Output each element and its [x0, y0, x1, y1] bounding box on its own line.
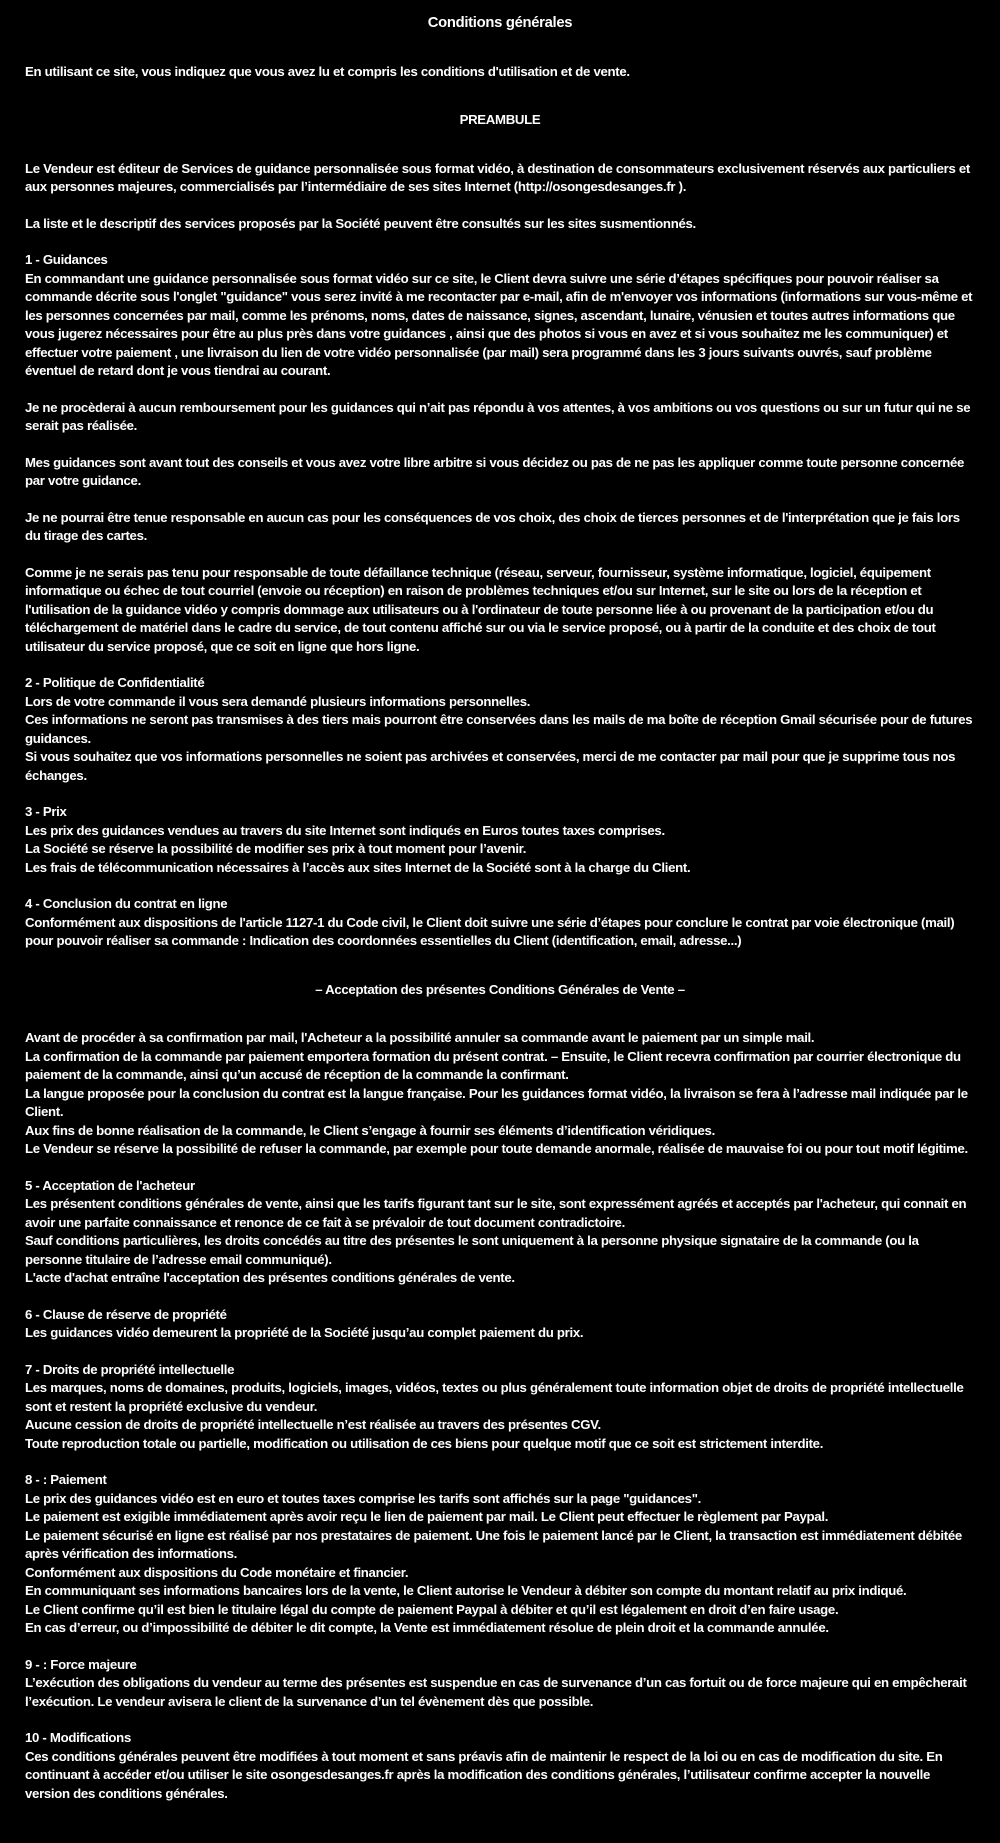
section-4-conclusion-contrat — [25, 895, 975, 951]
paragraph-remboursement — [25, 399, 975, 436]
text-line: Le paiement sécurisé en ligne est réalisé par nos prestataires de paiement. Une fois le paiement lancé par le Client, la transaction est immédiatement débitée après vérification des informations. — [25, 1527, 962, 1561]
text-line: Les présentent conditions générales de vente, ainsi que les tarifs figurant tant sur le site, sont expressément agréés et acceptés par l'acheteur, qui connait en avoir une parfaite connaissance et renonce de ce fait à se prévaloir de tout document contradictoire. — [25, 1196, 967, 1230]
text-line: Ces conditions générales peuvent être modifiées à tout moment et sans préavis afin de maintenir le respect de la loi ou en cas de modification du site. En continuant à accéder et/ou utiliser le site osongesdesanges.fr après la modification des conditions générales, l’utilisateur confirme accepter la nouvelle version des conditions générales. — [25, 1748, 943, 1801]
section-heading: 8 - : Paiement — [25, 1472, 107, 1487]
text-line: Les frais de télécommunication nécessaires à l’accès aux sites Internet de la Société sont à la charge du Client. — [25, 859, 691, 875]
section-1-guidances — [25, 251, 975, 381]
section-heading: 2 - Politique de Confidentialité — [25, 675, 205, 690]
text-line: Conformément aux dispositions du Code monétaire et financier. — [25, 1564, 409, 1580]
preambule-paragraph-2 — [25, 215, 975, 234]
text-line: Les prix des guidances vendues au travers du site Internet sont indiqués en Euros toutes taxes comprises. — [25, 822, 665, 838]
section-10-modifications — [25, 1729, 975, 1803]
section-heading: 10 - Modifications — [25, 1730, 131, 1745]
intro-paragraph — [25, 63, 975, 82]
text-line: Toute reproduction totale ou partielle, modification ou utilisation de ces biens pour quelque motif que ce soit est strictement interdite. — [25, 1435, 824, 1451]
section-heading: 6 - Clause de réserve de propriété — [25, 1306, 227, 1322]
text-line: Conditions générales — [427, 15, 573, 31]
text-line: L'acte d'achat entraîne l'acceptation des présentes conditions générales de vente. — [25, 1270, 515, 1285]
section-5-acceptation-acheteur — [25, 1177, 975, 1288]
section-2-confidentialite — [25, 674, 975, 785]
paragraph-acceptance — [25, 1029, 975, 1159]
text-line: La langue proposée pour la conclusion du contrat est la langue française. Pour les guidances format vidéo, la livraison se fera à l’adresse mail indiquée par le Client. — [25, 1085, 968, 1119]
text-line: Aucune cession de droits de propriété intellectuelle n’est réalisée au travers des présentes CGV. — [25, 1417, 601, 1432]
section-9-force-majeure — [25, 1656, 975, 1712]
paragraph-responsabilite-choix — [25, 509, 975, 546]
text-line: La Société se réserve la possibilité de modifier ses prix à tout moment pour l’avenir. — [25, 841, 527, 856]
text-line: PREAMBULE — [459, 112, 541, 127]
text-line: Lors de votre commande il vous sera demandé plusieurs informations personnelles. — [25, 693, 531, 709]
page-title — [25, 14, 975, 33]
section-heading: 9 - : Force majeure — [25, 1656, 137, 1672]
text-line: Le Vendeur est éditeur de Services de guidance personnalisée sous format vidéo, à destination de consommateurs exclusivement réservés aux particuliers et aux personnes majeures, commercialisés par l’intermédiaire de ses sites Internet (http://osongesdesanges.fr ). — [25, 160, 971, 194]
text-line: La liste et le descriptif des services proposés par la Société peuvent être consultés sur les sites susmentionnés. — [25, 215, 696, 231]
text-line: Le Vendeur se réserve la possibilité de refuser la commande, par exemple pour toute demande anormale, réalisée de mauvaise foi ou pour tout motif légitime. — [25, 1141, 968, 1156]
text-line: En cas d’erreur, ou d’impossibilité de débiter le dit compte, la Vente est immédiatement résolue de plein droit et la commande annulée. — [25, 1620, 829, 1635]
preambule-heading — [25, 111, 975, 130]
text-line: L’exécution des obligations du vendeur au terme des présentes est suspendue en cas de survenance d’un cas fortuit ou de force majeure qui en empêcherait l’exécution. Le vendeur avisera le client de la survenance d’un tel évènement dès que possible. — [25, 1675, 967, 1709]
section-8-paiement — [25, 1471, 975, 1638]
text-line: En utilisant ce site, vous indiquez que vous avez lu et compris les conditions d'utilisation et de vente. — [25, 63, 630, 79]
text-line: En communiquant ses informations bancaires lors de la vente, le Client autorise le Vendeur à débiter son compte du montant relatif au prix indiqué. — [25, 1583, 907, 1598]
text-line: Je ne pourrai être tenue responsable en aucun cas pour les conséquences de vos choix, des choix de tierces personnes et de l'interprétation que je fais lors du tirage des cartes. — [25, 509, 960, 543]
preambule-paragraph-1 — [25, 160, 975, 197]
paragraph-libre-arbitre — [25, 454, 975, 491]
text-line: Mes guidances sont avant tout des conseils et vous avez votre libre arbitre si vous décidez ou pas de ne pas les appliquer comme toute personne concernée par votre guidance. — [25, 454, 965, 488]
section-3-prix — [25, 803, 975, 877]
text-line: Sauf conditions particulières, les droits concédés au titre des présentes le sont uniquement à la personne physique signataire de la commande (ou la personne titulaire de l’adresse email communiqué). — [25, 1233, 919, 1267]
text-line: Je ne procèderai à aucun remboursement pour les guidances qui n’ait pas répondu à vos attentes, à vos ambitions ou vos questions ou sur un futur qui ne se serait pas réalisée. — [25, 399, 971, 433]
text-line: – Acceptation des présentes Conditions Générales de Vente – — [315, 981, 685, 997]
section-heading: 4 - Conclusion du contrat en ligne — [25, 896, 228, 911]
text-line: Ces informations ne seront pas transmises à des tiers mais pourront être conservées dans les mails de ma boîte de réception Gmail sécurisée pour de futures guidances. — [25, 712, 973, 746]
text-line: La confirmation de la commande par paiement emportera formation du présent contrat. – Ensuite, le Client recevra confirmation par courrier électronique du paiement de la commande, ainsi qu’un accusé de réception de la commande la confirmant. — [25, 1048, 961, 1082]
text-line: Avant de procéder à sa confirmation par mail, l'Acheteur a la possibilité annuler sa commande avant le paiement par un simple mail. — [25, 1030, 815, 1045]
text-line: Les marques, noms de domaines, produits, logiciels, images, vidéos, textes ou plus généralement toute information objet de droits de propriété intellectuelle sont et restent la propriété exclusive du vendeur. — [25, 1380, 964, 1414]
acceptance-heading — [25, 981, 975, 1000]
text-line: Le prix des guidances vidéo est en euro et toutes taxes comprise les tarifs sont affichés sur la page "guidances". — [25, 1490, 702, 1506]
text-line: En commandant une guidance personnalisée sous format vidéo sur ce site, le Client devra suivre une série d’étapes spécifiques pour pouvoir réaliser sa commande décrite sous l'onglet "guidance" vous serez invité à me recontacter par e-mail, afin de m'envoyer vos informations (informations sur vous-même et les personnes concernées par mail, comme les prénoms, noms, dates de naissance, signes, ascendant, lunaire, vénusien et toutes autres informations que vous jugerez nécessaires pour être au plus près dans votre guidances , ainsi que des photos si vous en avez et si vous souhaitez me les communiquer) et effectuer votre paiement , une livraison du lien de votre vidéo personnalisée (par mail) sera programmé dans les 3 jours suivants ouvrés, sauf problème éventuel de retard dont je vous tiendrai au courant. — [25, 270, 973, 378]
section-heading: 1 - Guidances — [25, 252, 108, 267]
text-line: Conformément aux dispositions de l'article 1127-1 du Code civil, le Client doit suivre une série d’étapes pour conclure le contrat par voie électronique (mail) pour pouvoir réaliser sa commande : Indication des coordonnées essentielles du Client (identification, email, adresse...) — [25, 914, 955, 948]
text-line: Si vous souhaitez que vos informations personnelles ne soient pas archivées et conservées, merci de me contacter par mail pour que je supprime tous nos échanges. — [25, 749, 956, 783]
paragraph-defaillance-technique — [25, 564, 975, 657]
text-line: Les guidances vidéo demeurent la propriété de la Société jusqu’au complet paiement du prix. — [25, 1325, 584, 1340]
text-line: Le Client confirme qu’il est bien le titulaire légal du compte de paiement Paypal à débiter et qu’il est légalement en droit d’en faire usage. — [25, 1601, 839, 1617]
section-6-reserve-propriete — [25, 1306, 975, 1343]
section-7-propriete-intellectuelle — [25, 1361, 975, 1454]
section-heading: 5 - Acceptation de l'acheteur — [25, 1177, 195, 1193]
text-line: Comme je ne serais pas tenu pour responsable de toute défaillance technique (réseau, serveur, fournisseur, système informatique, logiciel, équipement informatique ou échec de tout courriel (envoie ou réception) en raison de problèmes techniques et/ou sur Internet, sur le site ou lors de la réception et l'utilisation de la guidance vidéo y compris dommage aux utilisateurs ou à l'ordinateur de toute personne liée à ou provenant de la participation et/ou du téléchargement de matériel dans le cadre du service, de tout contenu affiché sur ou via le service proposé, ou à partir de la conduite et des choix de tout utilisateur du service proposé, que ce soit en ligne que hors ligne. — [25, 564, 936, 654]
text-line: Le paiement est exigible immédiatement après avoir reçu le lien de paiement par mail. Le Client peut effectuer le règlement par Paypal. — [25, 1509, 829, 1524]
text-line: Aux fins de bonne réalisation de la commande, le Client s’engage à fournir ses éléments d’identification véridiques. — [25, 1122, 715, 1138]
section-heading: 7 - Droits de propriété intellectuelle — [25, 1361, 235, 1377]
section-heading: 3 - Prix — [25, 804, 67, 819]
